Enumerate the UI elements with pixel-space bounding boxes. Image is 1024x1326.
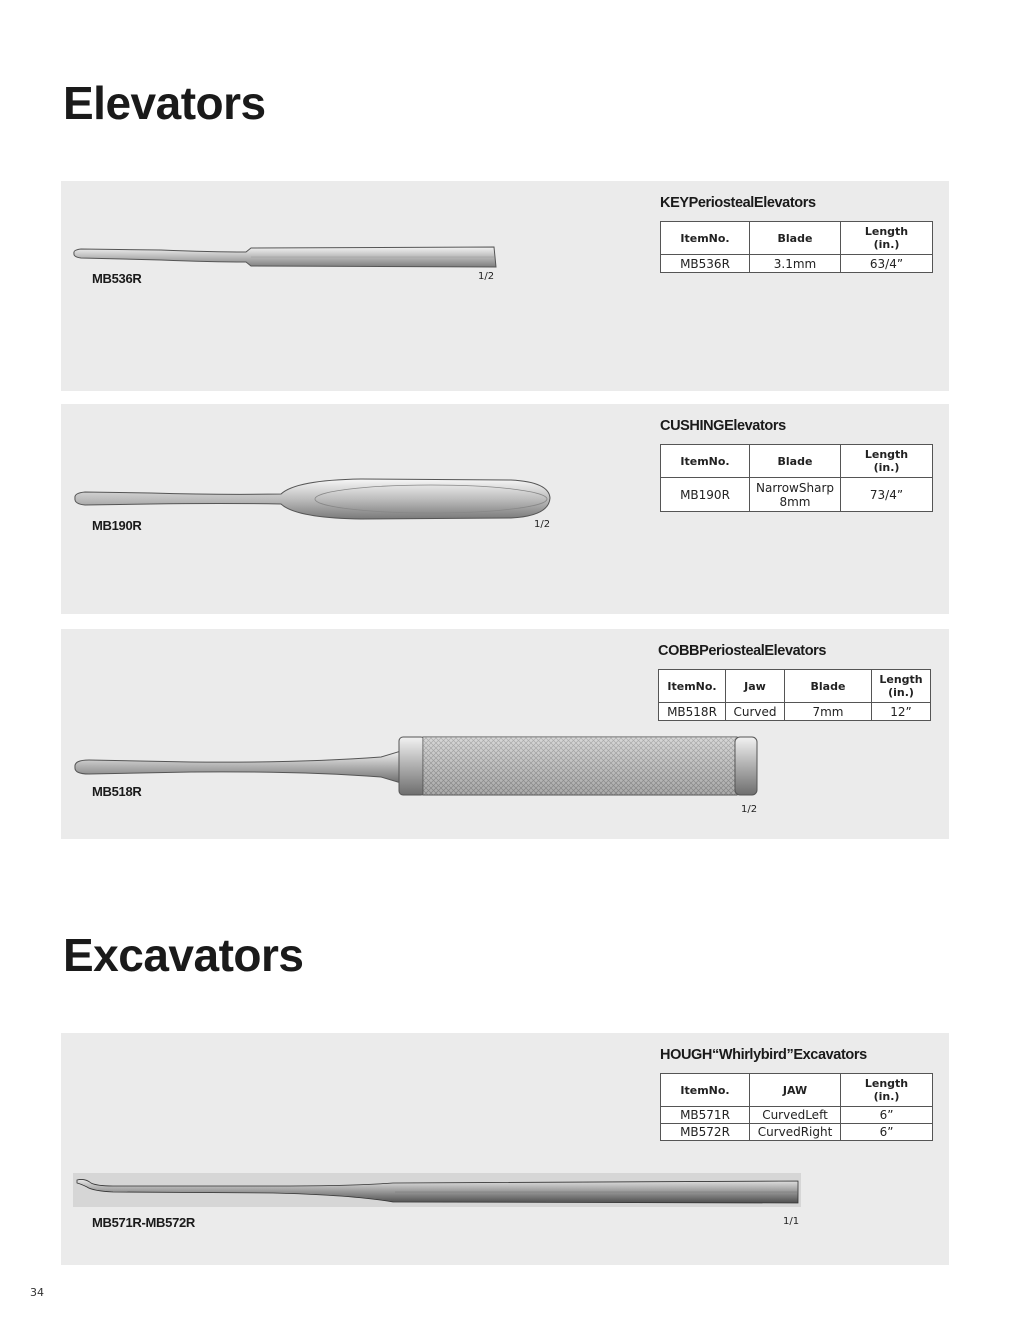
scale-label: 1/2 bbox=[741, 804, 758, 815]
whirlybird-excavator-image bbox=[73, 1173, 803, 1209]
col-header-length: Length (in.) bbox=[841, 222, 933, 255]
table-row bbox=[661, 1107, 933, 1124]
product-code-label: MB518R bbox=[92, 784, 142, 799]
cell-length: 12” bbox=[872, 703, 931, 721]
table-row bbox=[659, 703, 931, 721]
col-header-jaw: JAW bbox=[750, 1074, 841, 1107]
spec-table bbox=[660, 1073, 933, 1141]
product-panel-cobb bbox=[61, 629, 949, 839]
cell-jaw: Curved bbox=[726, 703, 785, 721]
cell-jaw: CurvedLeft bbox=[750, 1107, 841, 1124]
cell-length: 6” bbox=[841, 1107, 933, 1124]
product-code-label: MB190R bbox=[92, 518, 142, 533]
col-header-blade: Blade bbox=[750, 222, 841, 255]
cell-item-no: MB518R bbox=[659, 703, 726, 721]
spec-table bbox=[660, 444, 933, 512]
cell-item-no: MB190R bbox=[661, 478, 750, 512]
page-number: 34 bbox=[30, 1286, 44, 1299]
col-header-item-no: ItemNo. bbox=[661, 1074, 750, 1107]
section-title-excavators: Excavators bbox=[63, 929, 304, 981]
product-title: COBBPeriostealElevators bbox=[658, 643, 827, 659]
spec-table bbox=[660, 221, 933, 273]
cell-length: 73/4” bbox=[841, 478, 933, 512]
col-header-item-no: ItemNo. bbox=[659, 670, 726, 703]
col-header-length: Length (in.) bbox=[872, 670, 931, 703]
product-panel-hough bbox=[61, 1033, 949, 1265]
col-header-blade: Blade bbox=[785, 670, 872, 703]
cobb-elevator-image bbox=[71, 733, 761, 799]
cell-length: 6” bbox=[841, 1124, 933, 1141]
col-header-blade: Blade bbox=[750, 445, 841, 478]
cell-blade: 3.1mm bbox=[750, 255, 841, 273]
cell-length: 63/4” bbox=[841, 255, 933, 273]
product-panel-key bbox=[61, 181, 949, 391]
spec-table bbox=[658, 669, 931, 721]
scale-label: 1/2 bbox=[478, 271, 495, 282]
scale-label: 1/1 bbox=[783, 1216, 800, 1227]
col-header-item-no: ItemNo. bbox=[661, 445, 750, 478]
col-header-item-no: ItemNo. bbox=[661, 222, 750, 255]
cell-item-no: MB536R bbox=[661, 255, 750, 273]
product-title: HOUGH“Whirlybird”Excavators bbox=[660, 1047, 867, 1063]
product-title: KEYPeriostealElevators bbox=[660, 195, 816, 211]
col-header-length: Length (in.) bbox=[841, 1074, 933, 1107]
product-code-label: MB536R bbox=[92, 271, 142, 286]
cell-blade: NarrowSharp 8mm bbox=[750, 478, 841, 512]
cell-item-no: MB571R bbox=[661, 1107, 750, 1124]
col-header-length: Length (in.) bbox=[841, 445, 933, 478]
cushing-elevator-image bbox=[71, 474, 556, 524]
table-row bbox=[661, 1124, 933, 1141]
col-header-jaw: Jaw bbox=[726, 670, 785, 703]
section-title-elevators: Elevators bbox=[63, 77, 266, 129]
table-row bbox=[661, 478, 933, 512]
product-code-label: MB571R-MB572R bbox=[92, 1215, 196, 1230]
cell-jaw: CurvedRight bbox=[750, 1124, 841, 1141]
periosteal-elevator-image bbox=[71, 243, 511, 273]
cell-blade: 7mm bbox=[785, 703, 872, 721]
product-panel-cushing bbox=[61, 404, 949, 614]
product-title: CUSHINGElevators bbox=[660, 418, 786, 434]
table-row bbox=[661, 255, 933, 273]
scale-label: 1/2 bbox=[534, 519, 551, 530]
cell-item-no: MB572R bbox=[661, 1124, 750, 1141]
